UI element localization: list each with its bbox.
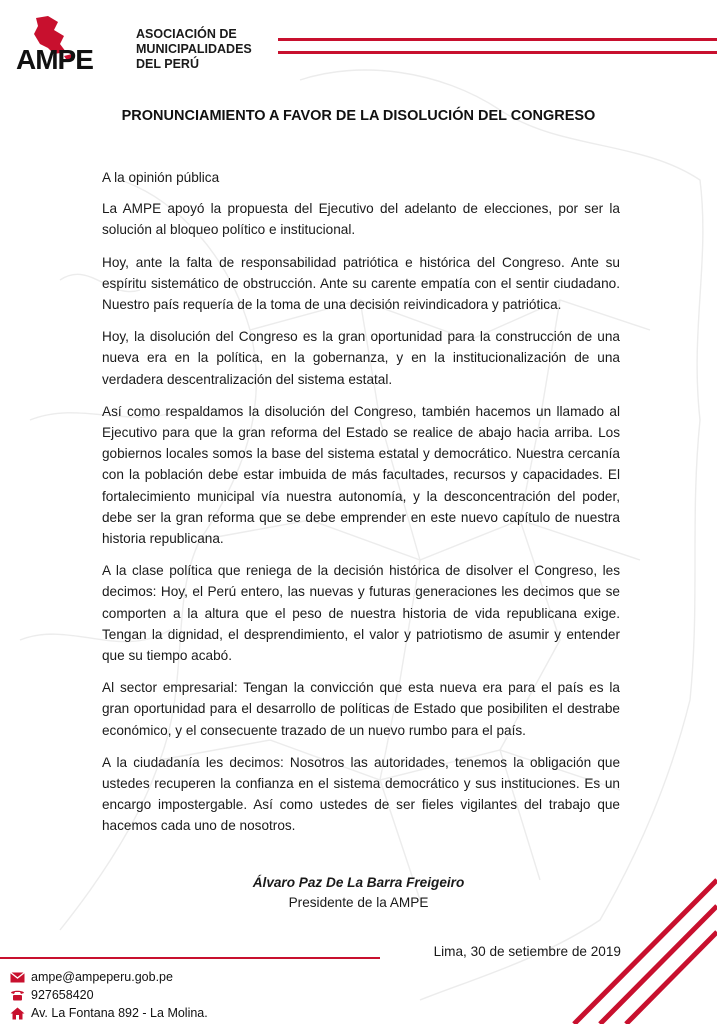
org-name-line: DEL PERÚ [136, 57, 199, 71]
contact-phone-row [10, 986, 208, 1004]
signature-block [0, 873, 717, 913]
contact-address: Av. La Fontana 892 - La Molina. [31, 1006, 208, 1020]
envelope-icon [10, 972, 25, 983]
contact-info [10, 968, 208, 1022]
contact-email[interactable]: ampe@ampeperu.gob.pe [31, 970, 173, 984]
signatory-name: Álvaro Paz De La Barra Freigeiro [252, 875, 465, 890]
phone-icon [10, 989, 25, 1001]
body-paragraph: Hoy, la disolución del Congreso es la gran oportunidad para la construcción de una nueva era en la política, en la gobernanza, y en la institucionalización de una verdadera descentralización del sistema estatal. [102, 329, 620, 387]
header-rule-bottom [278, 51, 717, 54]
body-paragraph: Hoy, ante la falta de responsabilidad patriótica e histórica del Congreso. Ante su espíritu sistemático de obstrucción. Ante su carente empatía con el sentir ciudadano. Nuestro país requería de la toma de una decisión reivindicadora y patriótica. [102, 254, 620, 313]
document-title: PRONUNCIAMIENTO A FAVOR DE LA DISOLUCIÓN DEL CONGRESO [121, 108, 596, 124]
salutation: A la opinión pública [102, 170, 220, 185]
document-date: Lima, 30 de setiembre de 2019 [433, 944, 621, 959]
footer-rule [0, 957, 380, 959]
header-rule-top [278, 38, 717, 41]
logo-wordmark: AMPE [16, 44, 93, 75]
body-paragraph: La AMPE apoyó la propuesta del Ejecutivo del adelanto de elecciones, por ser la solución al bloqueo político e institucional. [102, 201, 620, 238]
signatory-title: Presidente de la AMPE [288, 895, 429, 910]
contact-address-row [10, 1004, 208, 1022]
org-name-line: MUNICIPALIDADES [136, 42, 252, 56]
body-paragraph: Al sector empresarial: Tengan la convicción que esta nueva era para el país es la gran oportunidad para el desarrollo de políticas de Estado que posibiliten el destrabe económico, y el consecuente trazado de un nuevo rumbo para el país. [102, 680, 620, 738]
body-paragraph: A la clase política que reniega de la decisión histórica de disolver el Congreso, les decimos: Hoy, el Perú entero, las nuevas y futuras generaciones les decimos que se comporten a la altura que el peso de nuestra historia de vida republicana exige. Tengan la dignidad, el desprendimiento, el valor y patriotismo de asumir y entender que su tiempo acabó. [102, 563, 620, 664]
house-icon [10, 1007, 25, 1020]
contact-email-row [10, 968, 208, 986]
document-body [102, 167, 620, 848]
organization-name [136, 27, 276, 72]
org-name-line: ASOCIACIÓN DE [136, 27, 237, 41]
body-paragraph: A la ciudadanía les decimos: Nosotros las autoridades, tenemos la obligación que ustedes recuperen la confianza en el sistema democrático y sus instituciones. Es un encargo impostergable. Así como ustedes de ser fieles vigilantes del trabajo que hacemos cada uno de nosotros. [102, 754, 620, 834]
contact-phone[interactable]: 927658420 [31, 988, 94, 1002]
body-paragraph: Así como respaldamos la disolución del Congreso, también hacemos un llamado al Ejecutivo para que la gran reforma del Estado se realice de abajo hacia arriba. Los gobiernos locales somos la base del sistema estatal y democrático. Nuestra cercanía con la población debe estar imbuida de más facultades, recursos y capacidades. El fortalecimiento municipal vía nuestra autonomía, y la desconcentración del poder, debe ser la gran reforma que se debe emprender en este nuevo capítulo de nuestra historia republicana. [102, 403, 620, 547]
